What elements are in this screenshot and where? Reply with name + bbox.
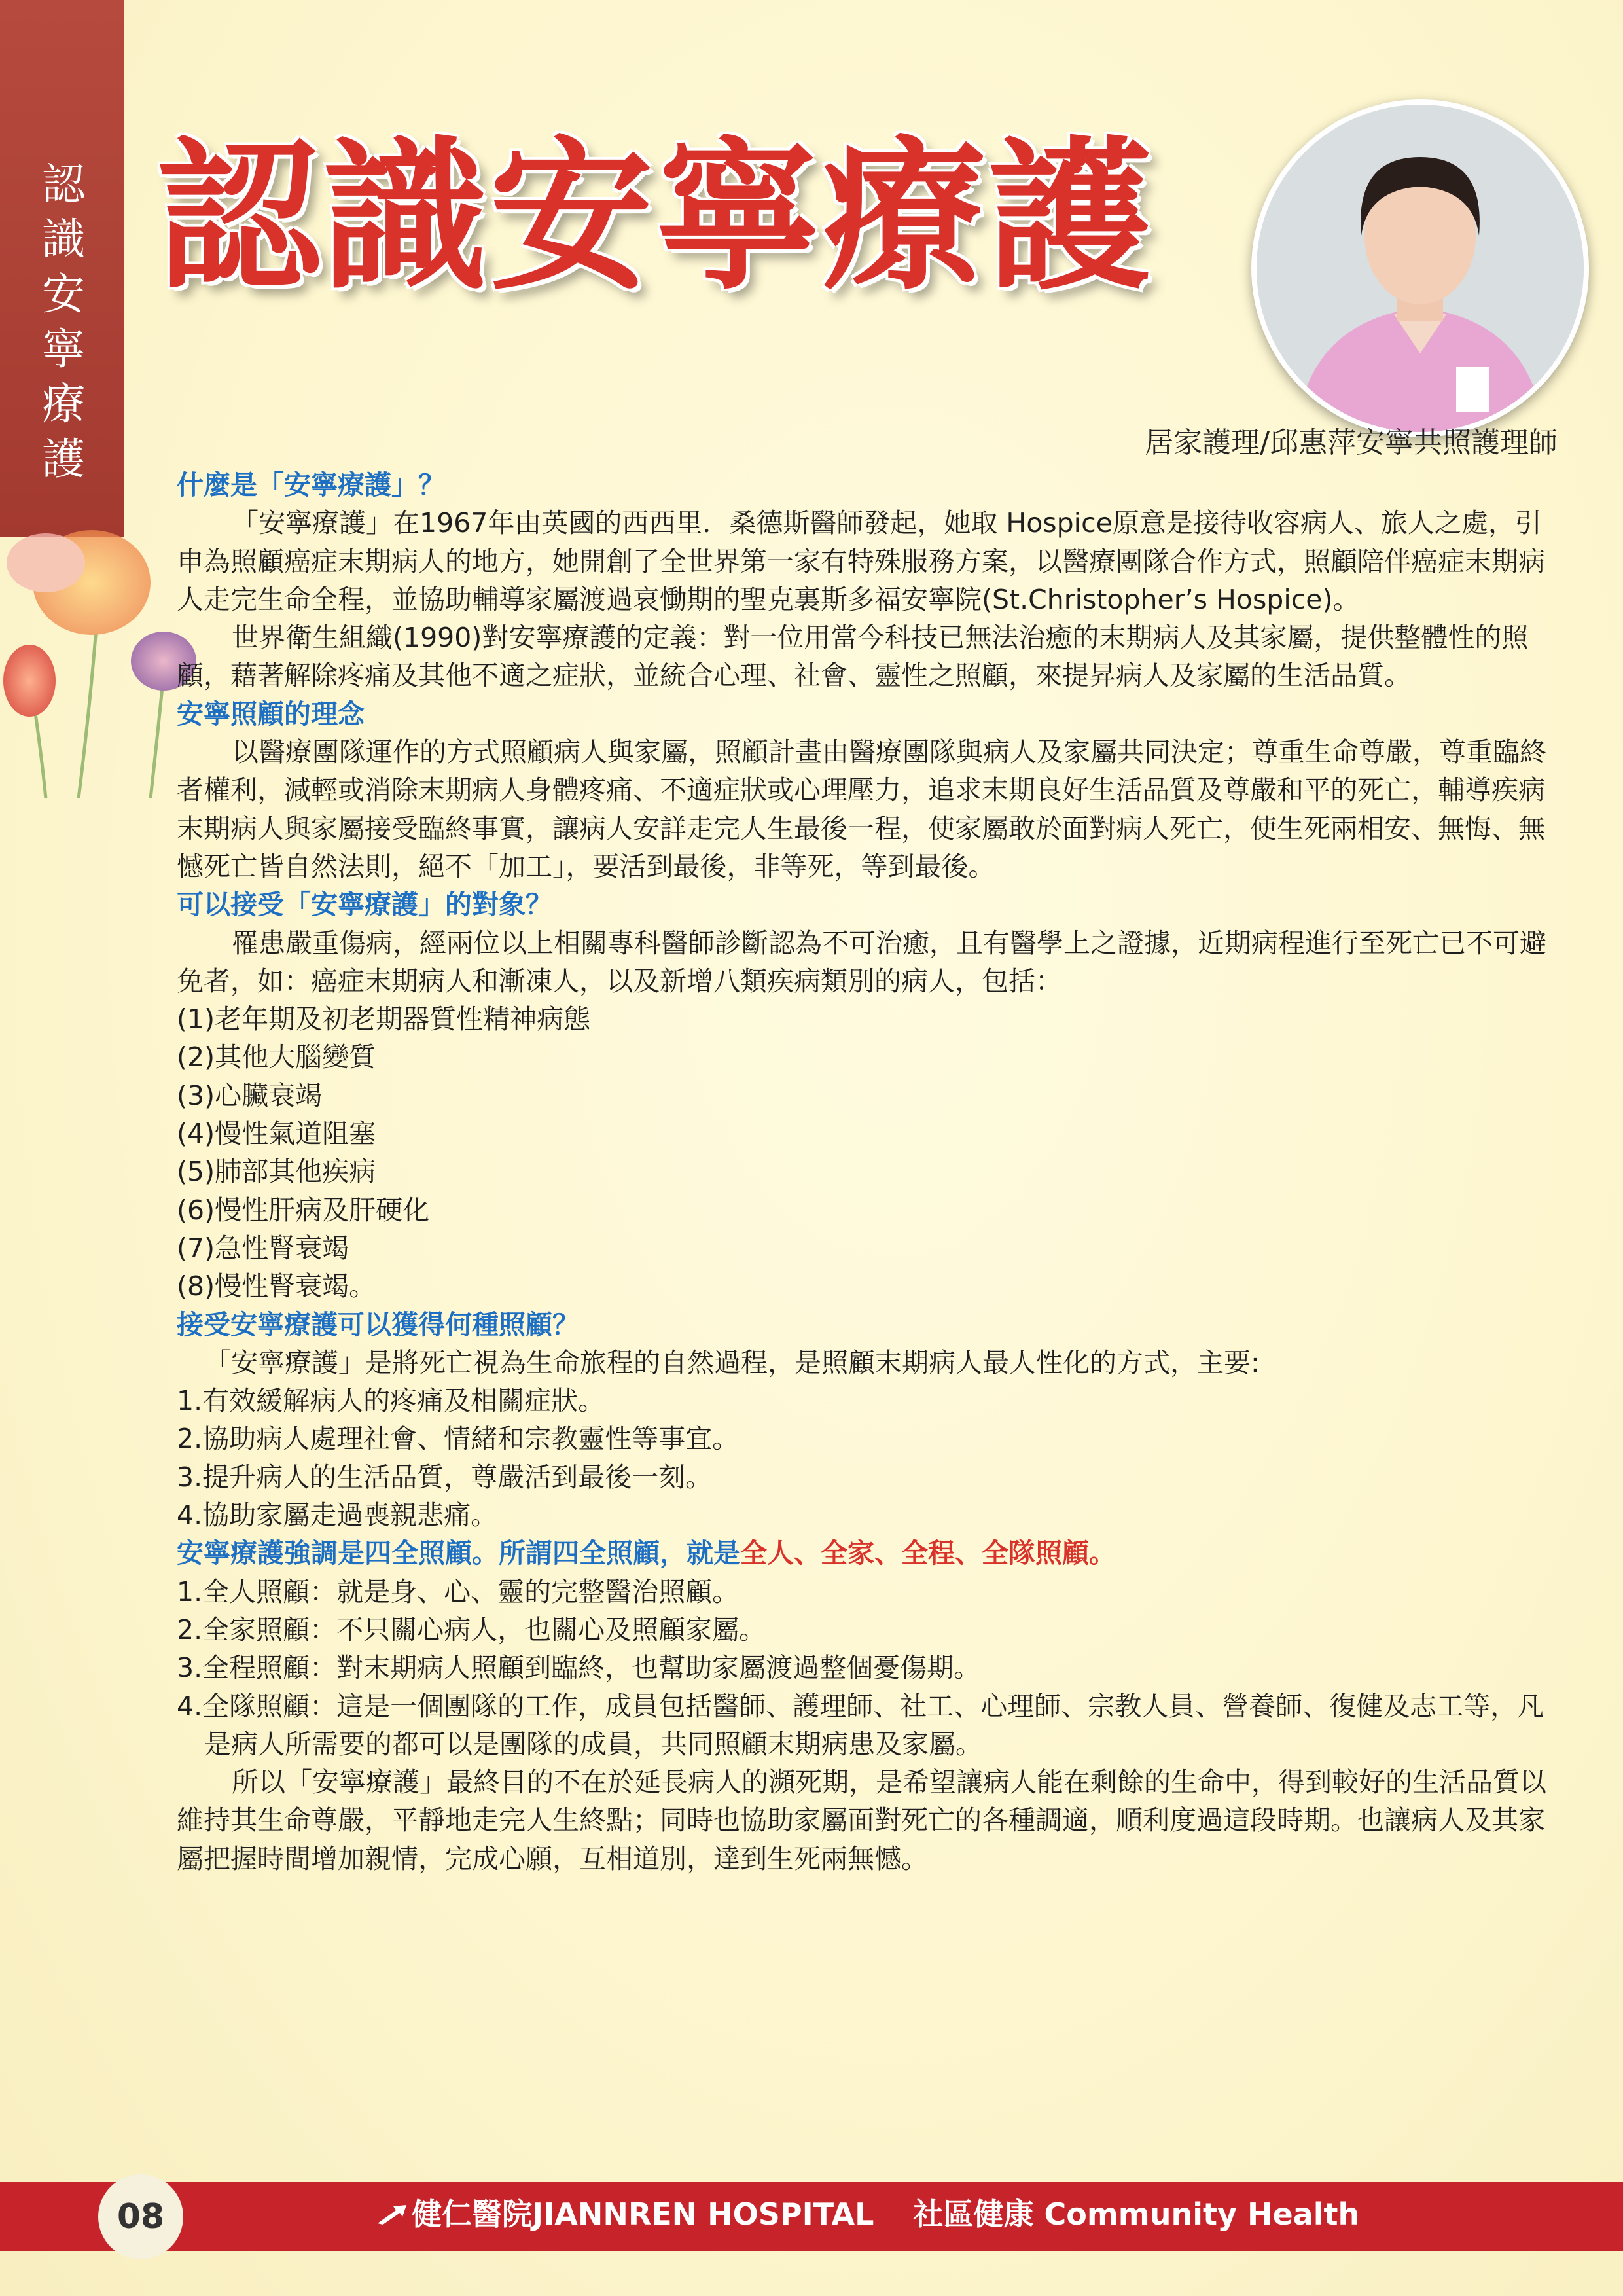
section-heading: 可以接受「安寧療護」的對象？ [177,889,552,921]
list-item: (2)其他大腦變質 [177,1041,376,1073]
section-heading: 什麼是「安寧療護」？ [177,469,445,501]
list-item: 1.有效緩解病人的疼痛及相關症狀。 [177,1385,605,1417]
list-item: 2.協助病人處理社會、情緒和宗教靈性等事宜。 [177,1423,740,1455]
list-item: (3)心臟衰竭 [177,1079,323,1111]
side-char: 寧 [42,324,85,374]
list-item: (1)老年期及初老期器質性精神病態 [177,1003,591,1035]
list-item: 2.全家照顧：不只關心病人，也關心及照顧家屬。 [177,1613,766,1645]
paragraph: 罹患嚴重傷病，經兩位以上相關專科醫師診斷認為不可治癒，且有醫學上之證據，近期病程進行至死亡已不可避免者，如：癌症末期病人和漸凍人，以及新增八類疾病類別的病人，包括： [177,927,1546,997]
list-item: (6)慢性肝病及肝硬化 [177,1194,430,1226]
paragraph: 以醫療團隊運作的方式照顧病人與家屬，照顧計畫由醫療團隊與病人及家屬共同決定；尊重生命尊嚴，尊重臨終者權利，減輕或消除末期病人身體疼痛、不適症狀或心理壓力，追求末期良好生活品質及尊嚴和平的死亡，輔導疾病末期病人與家屬接受臨終事實，讓病人安詳走完人生最後一程，使家屬敢於面對病人死亡，使生死兩相安、無悔、無憾死亡皆自然法則，絕不「加工」，要活到最後，非等死，等到最後。 [177,736,1546,882]
list-item: 3.全程照顧：對末期病人照顧到臨終，也幫助家屬渡過整個憂傷期。 [177,1652,981,1684]
side-char: 療 [42,379,85,429]
list-item: (7)急性腎衰竭 [177,1232,349,1264]
section-heading [177,1534,1564,1572]
author-portrait [1251,99,1589,437]
side-char: 認 [42,159,85,209]
page-number: 08 [98,2174,183,2259]
hospital-logo-icon [376,2197,408,2232]
section-name: 社區健康 Community Health [913,2197,1360,2232]
list-item: 1.全人照顧：就是身、心、靈的完整醫治照顧。 [177,1575,740,1607]
four-care-heading: 安寧療護強調是四全照顧。所謂四全照顧，就是 [177,1537,740,1570]
list-item: (5)肺部其他疾病 [177,1156,376,1188]
four-care-highlight: 全人、全家、全程、全隊照顧。 [740,1537,1116,1570]
section-heading: 安寧照顧的理念 [177,698,365,730]
footer-text [376,2191,1359,2234]
side-tab-text [41,157,86,487]
side-char: 安 [42,269,85,319]
list-item: 4.協助家屬走過喪親悲痛。 [177,1499,498,1532]
hospital-name: 健仁醫院JIANNREN HOSPITAL [412,2197,874,2232]
side-char: 識 [42,214,85,264]
paragraph: 「安寧療護」在1967年由英國的西西里．桑德斯醫師發起，她取 Hospice原意是接待收容病人、旅人之處，引申為照顧癌症末期病人的地方，她開創了全世界第一家有特殊服務方案，以醫療團隊合作方式，照顧陪伴癌症末期病人走完生命全程，並協助輔導家屬渡過哀慟期的聖克裏斯多福安寧院(St.Christopher’s Hospice)。 [177,507,1545,615]
list-item: (4)慢性氣道阻塞 [177,1118,376,1150]
list-item: (8)慢性腎衰竭。 [177,1270,376,1302]
list-item: 4.全隊照顧：這是一個團隊的工作，成員包括醫師、護理師、社工、心理師、宗教人員、營養師、復健及志工等，凡是病人所需要的都可以是團隊的成員，共同照顧末期病患及家屬。 [177,1690,1544,1760]
list-item: 3.提升病人的生活品質，尊嚴活到最後一刻。 [177,1461,713,1493]
paragraph: 世界衛生組織(1990)對安寧療護的定義：對一位用當今科技已無法治癒的末期病人及其家屬，提供整體性的照顧，藉著解除疼痛及其他不適之症狀，並統合心理、社會、靈性之照顧，來提昇病人及家屬的生活品質。 [177,622,1529,692]
section-heading: 接受安寧療護可以獲得何種照顧？ [177,1308,579,1340]
side-char: 護 [42,434,85,484]
page-title: 認識安寧療護 [157,120,1154,312]
paragraph: 「安寧療護」是將死亡視為生命旅程的自然過程，是照顧末期病人最人性化的方式，主要: [204,1346,1260,1378]
article-body [177,466,1564,1878]
author-credit: 居家護理/邱惠萍安寧共照護理師 [1145,426,1558,459]
paragraph: 所以「安寧療護」最終目的不在於延長病人的瀕死期，是希望讓病人能在剩餘的生命中，得到較好的生活品質以維持其生命尊嚴，平靜地走完人生終點；同時也協助家屬面對死亡的各種調適，順利度過這段時期。也讓病人及其家屬把握時間增加親情，完成心願，互相道別，達到生死兩無憾。 [177,1767,1546,1874]
